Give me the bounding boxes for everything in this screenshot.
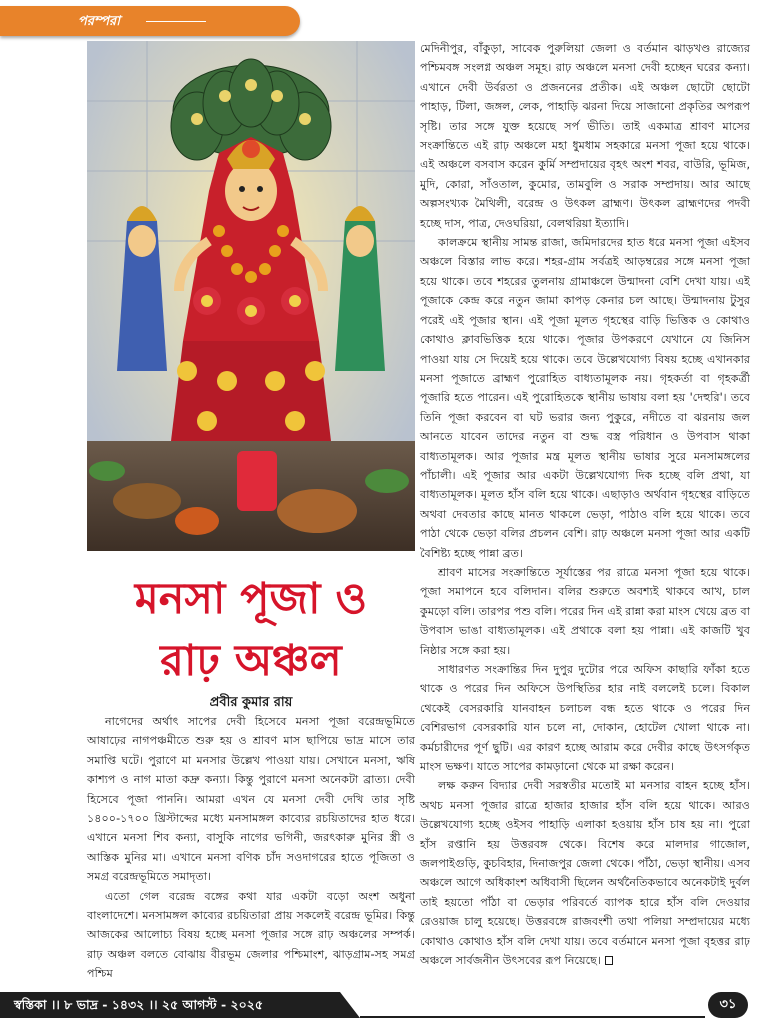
paragraph: কালক্রমে স্থানীয় সামন্ত রাজা, জমিদারদের হাত ধরে মনসা পূজা এইসব অঞ্চলে বিস্তার লাভ করে। শহর-গ্রাম সর্বত্রই আড়ম্বরের সঙ্গে মনসা পূজা হয়ে থাকে। তবে শহরের তুলনায় গ্রামাঞ্চলে উন্মাদনা বেশি দেখা যায়। এই পূজাকে কেন্দ্র করে নতুন জামা কাপড় কেনার চল আছে। উন্মাদনায় টুসুর পরেই এই পূজার স্থান। এই পূজা মূলত গৃহস্থের বাড়ি ভিত্তিক ও কোথাও কোথাও ক্লাবভিত্তিক হয়ে থাকে। পূজার উপকরণে যেখানে যে জিনিস পাওয়া যায় সে দিয়েই হয়ে থাকে। তবে উল্লেখযোগ্য বিষয় হচ্ছে এখানকার মনসা পূজাতে ব্রাহ্মণ পুরোহিত বাধ্যতামূলক নয়। গৃহকর্তা বা গৃহকর্ত্রী পূজারি হতে পারেন। এই পুরোহিতকে স্থানীয় ভাষায় বলা হয় 'দেহুরি'। তবে তিনি পূজা করবেন বা ঘট ভরার জন্য পুকুরে, নদীতে বা ঝরনায় জল আনতে যাবেন তাদের নতুন বা শুদ্ধ বস্ত্র পরিধান ও উপবাস থাকা বাধ্যতামূলক। আর পূজার মন্ত্র মূলত স্থানীয় ভাষার সুরে মনসামঙ্গলের পাঁচালী। এই পূজার আর একটা উল্লেখযোগ্য দিক হচ্ছে বলি প্রথা, যা বাধ্যতামূলক। মূলত হাঁস বলি হয়ে থাকে। এছাড়াও অর্থবান গৃহস্থের বাড়িতে অথবা দেবতার কাছে মানত থাকলে ভেড়া, পাঠাও বলি হয়ে থাকে। তবে পাঠা থেকে ভেড়া বলির প্রচলন বেশি। রাঢ় অঞ্চলে মনসা পূজা আর একটি বৈশিষ্ট্য হচ্ছে পান্না ব্রত। — [420, 236, 750, 560]
section-label: পরম্পরা — [78, 14, 120, 29]
footer-text: স্বস্তিকা ।। ৮ ভাদ্র - ১৪৩২ ।। ২৫ আগস্ট - ২০২৫ — [14, 997, 264, 1012]
paragraph: এতো গেল বরেন্দ্র বঙ্গের কথা যার একটা বড়ো অংশ অধুনা বাংলাদেশে। মনসামঙ্গল কাব্যের রচয়িতারা প্রায় সকলেই বরেন্দ্র ভূমির। কিন্তু আজকের আলোচ্য বিষয় হচ্ছে মনসা পূজার সঙ্গে রাঢ় অঞ্চলের সম্পর্ক। রাঢ় অঞ্চল বলতে বোঝায় বীরভূম জেলার পশ্চিমাংশ, ঝাড়গ্রাম-সহ সমগ্র পশ্চিম — [87, 889, 415, 981]
end-of-article-mark — [605, 956, 613, 965]
author-byline: প্রবীর কুমার রায় — [209, 695, 293, 710]
paragraph-text: লক্ষ করুন বিদ্যার দেবী সরস্বতীর মতোই মা মনসার বাহন হচ্ছে হাঁস। অথচ মনসা পূজার রাত্রে হাজার হাজার হাঁস বলি হয়ে থাকে। আরও উল্লেখযোগ্য হচ্ছে ওইসব পাহাড়ি এলাকা হওয়ায় হাঁস চাষ হয় না। পুরো হাঁস রপ্তানি হয় উত্তরবঙ্গ থেকে। বিশেষ করে মালদার গাজোল, জলপাইগুড়ি, কুচবিহার, দিনাজপুর জেলা থেকে। পাঁঠা, ভেড়া স্থানীয়। এসব অঞ্চলে আগে অধিকাংশ অধিবাসী ছিলেন অর্থনৈতিকভাবে অনেকটাই দুর্বল তাই হয়তো পাঁঠা বা ভেড়ার পরিবর্তে ব্যাপক হারে হাঁস বলি দেওয়ার রেওয়াজ চালু হয়েছে। উত্তরবঙ্গে রাজবংশী তথা পলিয়া সম্প্রদায়ের মধ্যে কোথাও কোথাও হাঁস বলি দেখা যায়। তবে বর্তমানে মনসা পূজা বৃহত্তর রাঢ় অঞ্চলে সার্বজনীন উৎসবের রূপ নিয়েছে। — [420, 779, 750, 968]
article-title-line-1: মনসা পূজা ও — [134, 574, 368, 624]
section-tag — [0, 6, 300, 36]
page-number: ৩১ — [708, 992, 748, 1018]
footer-rule — [360, 1016, 705, 1018]
paragraph: শ্রাবণ মাসের সংক্রান্তিতে সূর্যাস্তের পর রাত্রে মনসা পূজা হয়ে থাকে। পূজা সমাপনে হবে বলিদান। বলির শুরুতে অবশ্যই থাকবে আখ, চাল কুমড়ো বলি। তারপর পশু বলি। পরের দিন এই রান্না করা মাংস খেয়ে ব্রত বা উপবাস ভাঙা বাধ্যতামূলক। এই প্রথাকে বলা হয় পান্না। এই কাজটি খুব নিষ্ঠার সঙ্গে করা হয়। — [420, 565, 750, 657]
article-title-line-2: রাঢ় অঞ্চল — [160, 636, 342, 686]
section-rule — [146, 21, 206, 22]
paragraph: নাগেদের অর্থাৎ সাপের দেবী হিসেবে মনসা পূজা বরেন্দ্রভূমিতে আষাঢ়ের নাগপঞ্চমীতে শুরু হয় ও শ্রাবণ মাস ছাপিয়ে ভাদ্র মাসে তার সমাপ্তি ঘটে। পুরাণে মা মনসার উল্লেখ পাওয়া যায়। সেখানে মনসা, ঋষি কাশ্যপ ও নাগ মাতা কদ্রু কন্যা। কিন্তু পুরাণে মনসা অনেকটা ব্রাত্য। দেবী হিসেবে পূজা পাননি। আমরা এখন যে মনসা দেবী দেখি তার সৃষ্টি ১৪০০-১৭০০ খ্রিস্টাব্দের মধ্যে মনসামঙ্গল কাব্যের রচয়িতাদের হাত ধরে। এখানে মনসা শিব কন্যা, বাসুকি নাগের ভগিনী, জরৎকারু মুনির স্ত্রী ও আস্তিক মুনির মা। এখানে মনসা বণিক চাঁদ সওদাগরের হাতে পূজিতা ও সমগ্র বরেন্দ্রভূমিতে সমাদৃতা। — [87, 715, 415, 884]
left-column — [87, 712, 415, 984]
paragraph-last — [420, 776, 750, 970]
right-column — [420, 39, 750, 971]
manasa-idol-photo — [87, 41, 415, 551]
paragraph: সাধারণত সংক্রান্তির দিন দুপুর দুটোর পরে অফিস কাছারি ফাঁকা হতে থাকে ও পরের দিন অফিসে উপস্থিতির হার নাই বললেই চলে। বিকাল থেকেই বেসরকারি যানবাহন চলাচল বন্ধ হতে থাকে ও পরের দিন বেশিরভাগ বেসরকারি যান চলে না, দোকান, হোটেল খোলা থাকে না। কর্মচারীদের পূর্ণ ছুটি। এর কারণ হচ্ছে আরাম করে দেবীর কাছে উৎসর্গকৃত মাংস ভক্ষণ। যাতে সাপের কামড়ানো থেকে মা রক্ষা করেন। — [420, 663, 750, 774]
paragraph: মেদিনীপুর, বাঁকুড়া, সাবেক পুরুলিয়া জেলা ও বর্তমান ঝাড়খণ্ড রাজ্যের পশ্চিমবঙ্গ সংলগ্ন অঞ্চল সমূহ। রাঢ় অঞ্চলে মনসা দেবী হচ্ছেন ঘরের কন্যা। এখানে দেবী উর্বরতা ও প্রজননের প্রতীক। এই অঞ্চল ছোটো ছোটো পাহাড়, টিলা, জঙ্গল, লেক, পাহাড়ি ঝরনা দিয়ে সাজানো প্রকৃতির অপরূপ সৃষ্টি। তার সঙ্গে যুক্ত হয়েছে সর্প ভীতি। তাই একমাত্র শ্রাবণ মাসের সংক্রান্তিতে এই রাঢ় অঞ্চলে মহা ধুমধাম সহকারে মনসা পূজা হয়ে থাকে। এই অঞ্চলে বসবাস করেন কুর্মি সম্প্রদায়ের বৃহৎ অংশ শবর, বাউরি, ভূমিজ, মুদি, কোরা, সাঁওতাল, কুমোর, তামবুলি ও সরাক সম্প্রদায়। আর আছে অল্পসংখ্যক মৈথিলী, বরেন্দ্র ও উৎকল ব্রাহ্মণ। উৎকল ব্রাহ্মণদের পদবী হচ্ছে দাস, পাত্র, দেওঘরিয়া, বেলথরিয়া ইত্যাদি। — [420, 42, 750, 230]
